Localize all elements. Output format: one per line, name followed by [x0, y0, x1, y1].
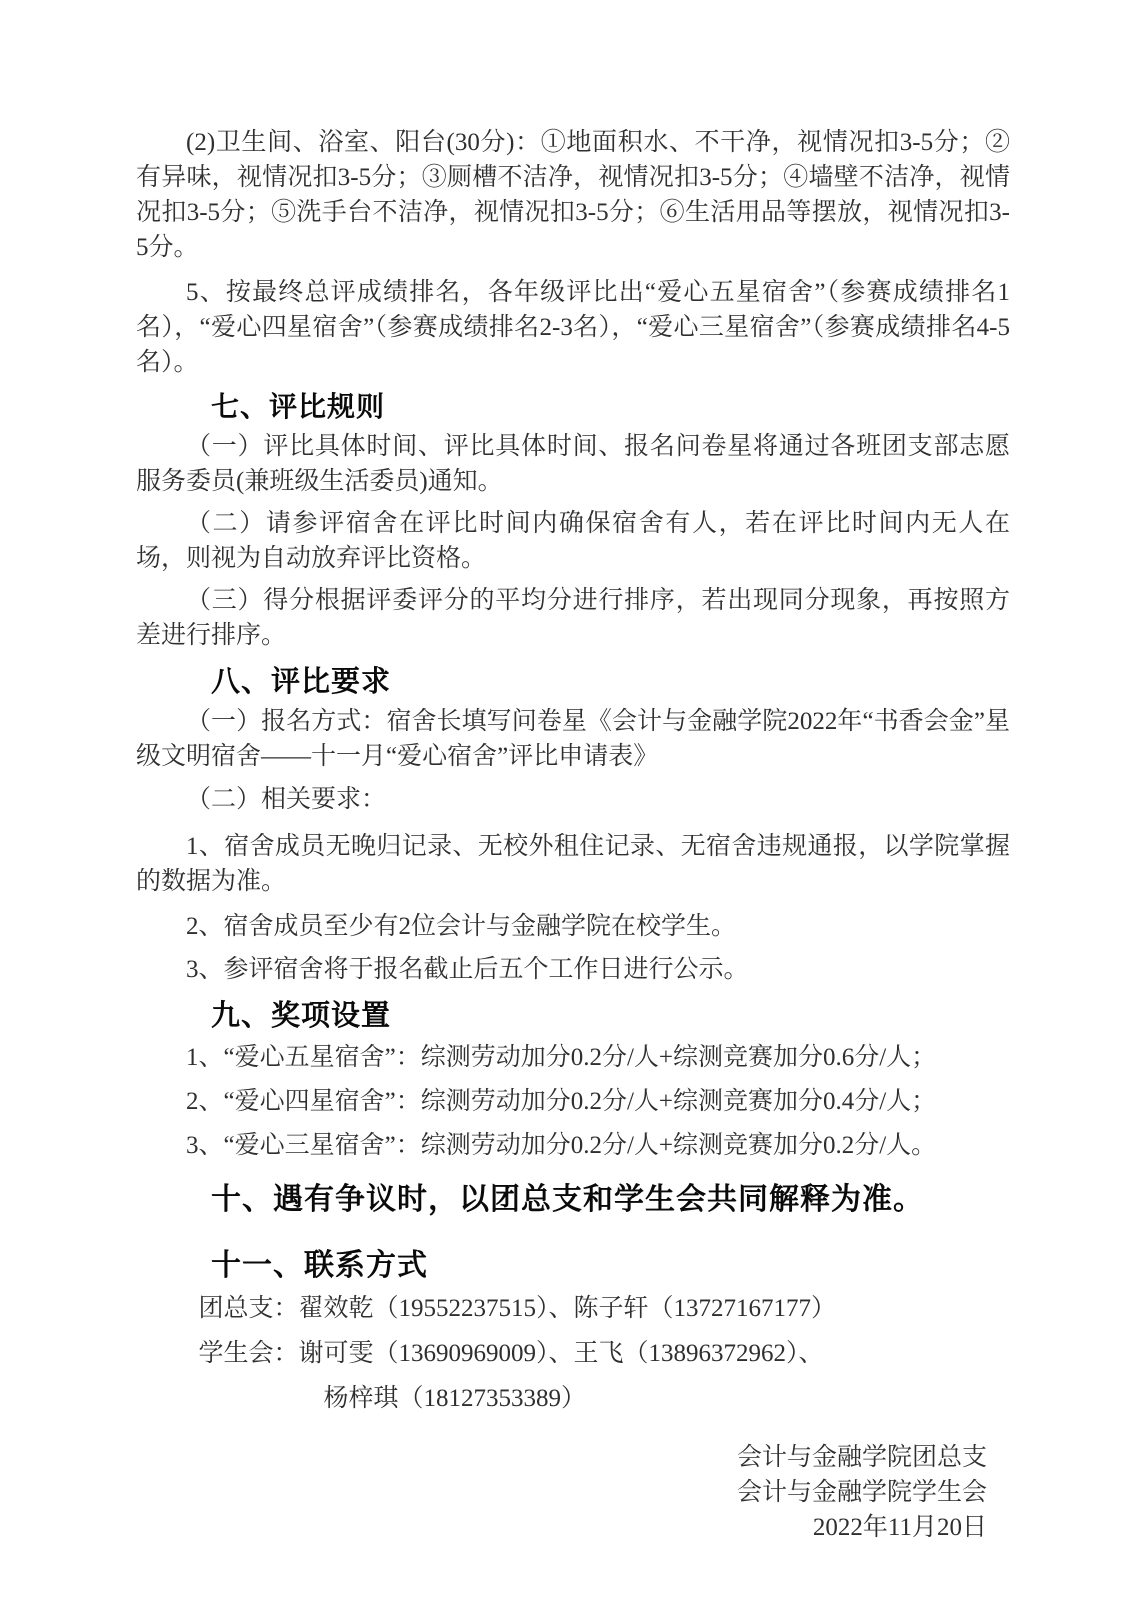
heading-section-7-evaluation-rules: 七、评比规则: [211, 391, 386, 422]
paragraph-rule-1: （一）评比具体时间、评比具体时间、报名问卷星将通过各班团支部志愿服务委员(兼班级生活委员)通知。: [136, 433, 1010, 495]
paragraph-rule-3: （三）得分根据评委评分的平均分进行排序，若出现同分现象，再按照方差进行排序。: [136, 587, 1010, 649]
paragraph-requirement-item-2: 2、宿舍成员至少有2位会计与金融学院在校学生。: [186, 913, 737, 940]
paragraph-award-five-star: 1、“爱心五星宿舍”：综测劳动加分0.2分/人+综测竞赛加分0.6分/人；: [186, 1044, 937, 1071]
paragraph-sanitary-deductions: (2)卫生间、浴室、阳台(30分)：①地面积水、不干净，视情况扣3-5分；②有异味，视情况扣3-5分；③厕槽不洁净，视情况扣3-5分；④墙壁不洁净，视情况扣3-5分；⑤洗手台不洁净，视情况扣3-5分；⑥生活用品等摆放，视情况扣3-5分。: [136, 129, 1010, 261]
signature-org-league: 会计与金融学院团总支: [736, 1444, 987, 1471]
signature-block: [136, 1440, 1010, 1545]
heading-section-9-awards: 九、奖项设置: [211, 1000, 392, 1032]
contact-student-union-continued: 杨梓琪（18127353389）: [323, 1385, 587, 1412]
paragraph-requirement-item-1: 1、宿舍成员无晚归记录、无校外租住记录、无宿舍违规通报，以学院掌握的数据为准。: [136, 833, 1010, 895]
paragraph-final-ranking: 5、按最终总评成绩排名，各年级评比出“爱心五星宿舍”（参赛成绩排名1名），“爱心四星宿舍”（参赛成绩排名2-3名），“爱心三星宿舍”（参赛成绩排名4-5名）。: [136, 279, 1010, 376]
signature-org-union: 会计与金融学院学生会: [736, 1479, 987, 1506]
heading-section-11-contact: 十一、联系方式: [211, 1249, 428, 1282]
paragraph-requirement-related: （二）相关要求：: [186, 786, 387, 813]
signature-date: 2022年11月20日: [812, 1514, 987, 1541]
paragraph-requirement-item-3: 3、参评宿舍将于报名截止后五个工作日进行公示。: [186, 956, 749, 983]
paragraph-requirement-signup: （一）报名方式：宿舍长填写问卷星《会计与金融学院2022年“书香会金”星级文明宿舍——十一月“爱心宿舍”评比申请表》: [136, 708, 1010, 770]
paragraph-rule-2: （二）请参评宿舍在评比时间内确保宿舍有人，若在评比时间内无人在场，则视为自动放弃评比资格。: [136, 510, 1010, 572]
paragraph-award-four-star: 2、“爱心四星宿舍”：综测劳动加分0.2分/人+综测竞赛加分0.4分/人；: [186, 1088, 937, 1115]
contact-league-branch: 团总支：翟效乾（19552237515）、陈子轩（13727167177）: [198, 1295, 837, 1322]
paragraph-award-three-star: 3、“爱心三星宿舍”：综测劳动加分0.2分/人+综测竞赛加分0.2分/人。: [186, 1132, 937, 1159]
heading-section-8-evaluation-requirements: 八、评比要求: [211, 666, 392, 698]
contact-student-union: 学生会：谢可雯（13690969009）、王飞（13896372962）、: [198, 1340, 824, 1367]
heading-section-10-disputes: 十、遇有争议时，以团总支和学生会共同解释为准。: [211, 1183, 924, 1216]
